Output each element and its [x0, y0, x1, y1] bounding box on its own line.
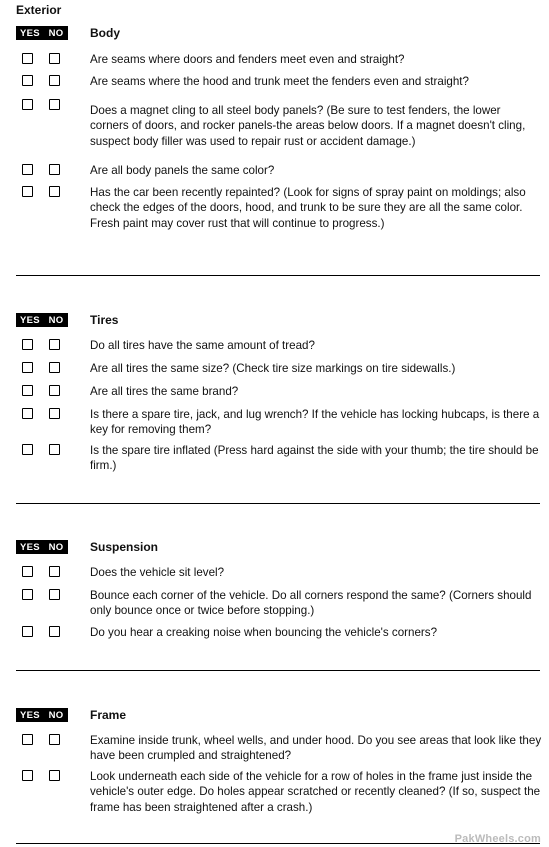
question-text: Are all tires the same size? (Check tire size markings on tire sidewalls.) — [90, 362, 456, 375]
yes-label: YES — [20, 314, 40, 326]
yes-checkbox[interactable] — [22, 408, 33, 419]
yes-checkbox[interactable] — [22, 566, 33, 577]
yes-checkbox[interactable] — [22, 589, 33, 600]
section-divider — [16, 670, 540, 671]
yes-checkbox[interactable] — [22, 164, 33, 175]
page-title: Exterior — [16, 3, 62, 17]
section-divider — [16, 275, 540, 276]
section-header — [0, 708, 549, 726]
yes-checkbox[interactable] — [22, 339, 33, 350]
no-checkbox[interactable] — [49, 164, 60, 175]
question-text: Has the car been recently repainted? (Look for signs of spray paint on moldings; also check the edges of the doors, hood, and trunk to be sure they are all the same color. Fresh paint may cover rust that will continue to progress.) — [90, 186, 526, 230]
question-text: Are seams where the hood and trunk meet the fenders even and straight? — [90, 75, 469, 88]
yes-checkbox[interactable] — [22, 385, 33, 396]
question-text: Bounce each corner of the vehicle. Do all corners respond the same? (Corners should only bounce once or twice before stopping.) — [90, 589, 532, 618]
question-text: Are all body panels the same color? — [90, 164, 275, 177]
yes-checkbox[interactable] — [22, 186, 33, 197]
yes-checkbox[interactable] — [22, 734, 33, 745]
question-text: Do you hear a creaking noise when bouncing the vehicle's corners? — [90, 626, 438, 639]
question-text: Do all tires have the same amount of tread? — [90, 339, 315, 352]
section-tires — [0, 313, 549, 331]
question-text: Is the spare tire inflated (Press hard against the side with your thumb; the tire should be firm.) — [90, 444, 539, 473]
question-text: Does a magnet cling to all steel body panels? (Be sure to test fenders, the lower corners of doors, and rocker panels-the areas below doors. If a magnet doesn't cling, suspect body filler was used to repair rust or accident damage.) — [90, 104, 526, 148]
section-header — [0, 26, 549, 44]
section-frame — [0, 708, 549, 726]
no-checkbox[interactable] — [49, 385, 60, 396]
no-checkbox[interactable] — [49, 408, 60, 419]
no-checkbox[interactable] — [49, 339, 60, 350]
yes-checkbox[interactable] — [22, 362, 33, 373]
no-checkbox[interactable] — [49, 589, 60, 600]
no-label: NO — [48, 541, 64, 553]
no-checkbox[interactable] — [49, 770, 60, 781]
question-text: Examine inside trunk, wheel wells, and under hood. Do you see areas that look like they have been crumpled and straightened? — [90, 734, 542, 763]
no-checkbox[interactable] — [49, 444, 60, 455]
no-checkbox[interactable] — [49, 362, 60, 373]
no-label: NO — [48, 709, 64, 721]
question-text: Are seams where doors and fenders meet even and straight? — [90, 53, 405, 66]
yes-no-badge — [16, 540, 68, 554]
yes-checkbox[interactable] — [22, 99, 33, 110]
no-checkbox[interactable] — [49, 734, 60, 745]
no-checkbox[interactable] — [49, 99, 60, 110]
no-label: NO — [48, 27, 64, 39]
section-title: Tires — [90, 313, 119, 327]
no-checkbox[interactable] — [49, 566, 60, 577]
section-suspension — [0, 540, 549, 558]
no-checkbox[interactable] — [49, 53, 60, 64]
question-text: Is there a spare tire, jack, and lug wrench? If the vehicle has locking hubcaps, is there a key for removing them? — [90, 408, 540, 437]
yes-no-badge — [16, 26, 68, 40]
yes-checkbox[interactable] — [22, 75, 33, 86]
no-label: NO — [48, 314, 64, 326]
yes-no-badge — [16, 313, 68, 327]
section-header — [0, 313, 549, 331]
question-text: Look underneath each side of the vehicle for a row of holes in the frame just inside the vehicle's outer edge. Do holes appear scratched or recently cleaned? (If so, suspect the frame has been straightened after a crash.) — [90, 770, 541, 814]
question-text: Are all tires the same brand? — [90, 385, 239, 398]
section-header — [0, 540, 549, 558]
yes-checkbox[interactable] — [22, 626, 33, 637]
yes-checkbox[interactable] — [22, 770, 33, 781]
no-checkbox[interactable] — [49, 186, 60, 197]
watermark: PakWheels.com — [454, 833, 541, 845]
yes-label: YES — [20, 27, 40, 39]
no-checkbox[interactable] — [49, 75, 60, 86]
yes-no-badge — [16, 708, 68, 722]
yes-checkbox[interactable] — [22, 53, 33, 64]
section-divider — [16, 503, 540, 504]
yes-label: YES — [20, 541, 40, 553]
question-text: Does the vehicle sit level? — [90, 566, 225, 579]
yes-checkbox[interactable] — [22, 444, 33, 455]
section-title: Body — [90, 26, 120, 40]
yes-label: YES — [20, 709, 40, 721]
section-title: Suspension — [90, 540, 159, 554]
section-title: Frame — [90, 708, 127, 722]
section-body — [0, 26, 549, 44]
no-checkbox[interactable] — [49, 626, 60, 637]
